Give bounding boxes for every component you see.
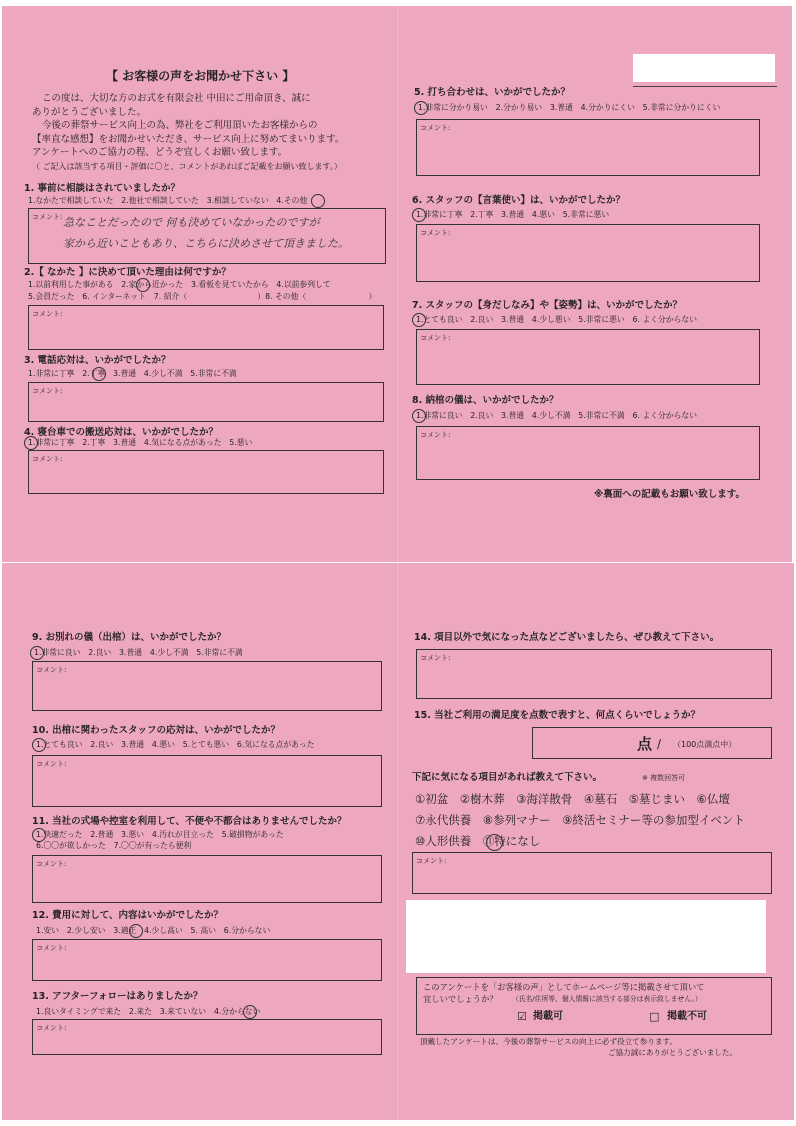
publish-note: （氏名/住所等、個人情報に該当する部分は表示致しません。） [512,995,702,1003]
comment-label: コメント: [32,310,63,318]
q10-title: 10. 出棺に関わったスタッフの応対は、いかがでしたか？ [32,725,281,736]
redacted-area [633,54,775,82]
q4-selected-circle [24,436,38,450]
q11-comment-box[interactable] [32,855,382,903]
publish-permission-box [416,977,772,1035]
q11-selected-circle [32,828,46,842]
q5-options: 1.非常に分かり易い 2.分かり易い 3.普通 4.分かりにくい 5.非常に分かりにくい [418,103,721,112]
q4-options: 1.非常に丁寧 2.丁寧 3.普通 4.気になる点があった 5.悪い [28,438,253,447]
q12-options: 1.安い 2.少し安い 3.適正 4.少し高い 5. 高い 6.分からない [36,926,271,935]
comment-label: コメント: [420,654,451,662]
interest-selected-circle [486,834,503,851]
q7-options: 1.とても良い 2.良い 3.普通 4.少し悪い 5.非常に悪い 6. よく分からない [416,315,698,324]
q6-comment-box[interactable] [416,224,760,282]
q14-comment-box[interactable] [416,649,772,699]
comment-label: コメント: [420,229,451,237]
q1-comment-box[interactable] [28,208,386,264]
comment-label: コメント: [416,857,447,865]
q3-selected-circle [92,367,106,381]
q8-selected-circle [412,409,426,423]
q2-comment-box[interactable] [28,305,384,350]
score-scale: （100点満点中） [673,740,737,749]
survey-title: 【 お客様の声をお聞かせ下さい 】 [106,69,295,83]
comment-label: コメント: [420,124,451,132]
q12-selected-circle [129,924,143,938]
interest-note: ※ 複数回答可 [642,774,686,782]
handwritten-comment: 家から近いこともあり、こちらに決めさせて頂きました。 [63,237,349,250]
q7-comment-box[interactable] [416,329,760,385]
name-underline [633,86,777,87]
q2-selected-circle [136,278,150,292]
score-slash: / [657,737,662,751]
q9-comment-box[interactable] [32,661,382,711]
interest-options: ⑦永代供養 ⑧参列マナー ⑨終活セミナー等の参加型イベント [415,813,745,827]
q4-comment-box[interactable] [28,450,384,494]
q3-title: 3. 電話応対は、いかがでしたか？ [24,355,171,366]
q14-title: 14. 項目以外で気になった点などございましたら、ぜひ教えて下さい。 [414,632,720,643]
q12-title: 12. 費用に対して、内容はいかがでしたか？ [32,910,223,921]
score-unit: 点 [637,735,653,753]
intro-line: （ ご記入は該当する項目・評価に〇と、コメントがあればご記載をお願い致します。） [32,161,342,171]
interest-options: ⑩人形供養 ⑪特になし [415,834,541,848]
q13-options: 1.良いタイミングで来た 2.来た 3.来ていない 4.分からない [36,1007,261,1016]
q5-comment-box[interactable] [416,119,760,176]
intro-line: この度は、大切な方のお式を有限会社 中田にご用命頂き、誠に [42,93,311,104]
back-side-note: ※裏面への記載もお願い致します。 [594,489,745,500]
publish-yes-label: 掲載可 [533,1011,563,1022]
fold-line [397,563,399,1120]
q12-comment-box[interactable] [32,939,382,981]
publish-question: このアンケートを「お客様の声」としてホームページ等に掲載させて頂いて [423,982,705,992]
q3-comment-box[interactable] [28,382,384,422]
comment-label: コメント: [32,387,63,395]
q1-title: 1. 事前に相談はされていましたか？ [24,183,181,194]
q11-title: 11. 当社の式場や控室を利用して、不便や不都合はありませんでしたか？ [32,816,347,827]
q1-selected-circle [311,194,325,208]
interest-title: 下記に気になる項目があれば教えて下さい。 [412,772,603,783]
q6-selected-circle [412,208,426,222]
comment-label: コメント: [36,944,67,952]
intro-line: 【率直な感想】をお聞かせいただき、サービス向上に努めてまいります。 [32,133,345,145]
q9-selected-circle [30,646,44,660]
q8-options: 1.非常に良い 2.良い 3.普通 4.少し不満 5.非常に不満 6. よく分からない [416,411,698,420]
comment-label: コメント: [36,760,67,768]
q10-options: 1.とても良い 2.良い 3.普通 4.悪い 5.とても悪い 6.気になる点があった [36,740,315,749]
q13-selected-circle [243,1005,257,1019]
publish-yes-checkbox[interactable]: ☑ [517,1010,527,1023]
survey-page-back [2,563,794,1120]
publish-no-checkbox[interactable]: □ [649,1010,660,1023]
q4-title: 4. 寝台車での搬送応対は、いかがでしたか？ [24,427,219,438]
interest-comment-box[interactable] [412,852,772,894]
q2-options: 5.会員だった 6. インターネット 7. 紹介（ ）8. その他（ ） [28,292,377,301]
closing-text: 頂戴したアンケートは、今後の葬祭サービスの向上に必ず役立て参ります。 [420,1037,678,1046]
redacted-area [406,900,766,973]
q15-score-box[interactable] [532,727,772,759]
intro-line: ありがとうございました。 [32,106,147,118]
q13-comment-box[interactable] [32,1019,382,1055]
q5-selected-circle [414,101,428,115]
q7-selected-circle [412,313,426,327]
q9-options: 1.非常に良い 2.良い 3.普通 4.少し不満 5.非常に不満 [34,648,243,657]
interest-options: ①初盆 ②樹木葬 ③海洋散骨 ④墓石 ⑤墓じまい ⑥仏壇 [415,792,730,806]
comment-label: コメント: [36,666,67,674]
comment-label: コメント: [36,1024,67,1032]
q15-title: 15. 当社ご利用の満足度を点数で表すと、何点くらいでしょうか？ [414,710,701,721]
q1-options: 1.なかたで相談していた 2.他社で相談していた 3.相談していない 4.その他 [28,196,308,205]
survey-page-front [2,6,792,562]
comment-label: コメント: [32,455,63,463]
q2-options: 1.以前利用した事がある 2.家から近かった 3.看板を見ていたから 4.以前参列して [28,280,331,289]
intro-text [32,92,392,173]
q11-options: 1.快適だった 2.普通 3.悪い 4.汚れが目立った 5.破損物があった [36,830,284,839]
handwritten-comment: 急なことだったので 何も決めていなかったのですが [63,216,320,229]
q3-options: 1.非常に丁寧 2.丁寧 3.普通 4.少し不満 5.非常に不満 [28,369,237,378]
closing-thanks: ご協力誠にありがとうございました。 [608,1048,738,1057]
comment-label: コメント: [420,431,451,439]
q8-title: 8. 納棺の儀は、いかがでしたか？ [412,395,559,406]
q6-title: 6. スタッフの【言葉使い】は、いかがでしたか？ [412,195,626,206]
comment-label: コメント: [32,213,63,221]
q5-title: 5. 打ち合わせは、いかがでしたか？ [414,87,571,98]
q8-comment-box[interactable] [416,426,760,480]
q10-selected-circle [32,738,46,752]
q9-title: 9. お別れの儀（出棺）は、いかがでしたか？ [32,632,227,643]
intro-line: アンケートへのご協力の程、どうぞ宜しくお願い致します。 [32,147,288,158]
fold-line [397,6,399,562]
q7-title: 7. スタッフの【身だしなみ】や【姿勢】は、いかがでしたか？ [412,300,683,311]
q2-title: 2.【 なかた 】に決めて頂いた理由は何ですか？ [24,267,231,278]
q10-comment-box[interactable] [32,755,382,807]
intro-line: 今後の葬祭サービス向上の為、弊社をご利用頂いたお客様からの [42,120,318,131]
q13-title: 13. アフターフォローはありましたか？ [32,991,203,1002]
q11-options: 6.〇〇が欲しかった 7.〇〇が有ったら便利 [36,841,192,850]
comment-label: コメント: [420,334,451,342]
publish-question: 宜しいでしょうか？ [423,994,498,1004]
comment-label: コメント: [36,860,67,868]
q6-options: 1.非常に丁寧 2.丁寧 3.普通 4.悪い 5.非常に悪い [416,210,610,219]
publish-no-label: 掲載不可 [667,1011,707,1022]
